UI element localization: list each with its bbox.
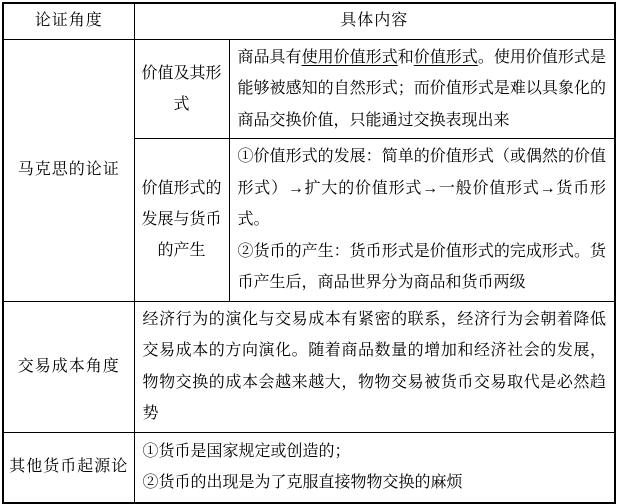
row-label-transaction-cost: 交易成本角度: [3, 301, 134, 432]
table-row-marx-sub1: [3, 39, 615, 139]
table-row-transaction-cost: [3, 301, 615, 432]
content-value-and-form: [229, 39, 615, 139]
sub-label-value-form-development: 价值形式的发展与货币的产生: [134, 139, 229, 302]
header-cell-argument-angle: 论证角度: [3, 3, 134, 39]
money-origin-argument-table: [2, 2, 616, 504]
numbered-item-1: ①价值形式的发展：简单的价值形式（或偶然的价值形式）→扩大的价值形式→一般价值形式→货币形式。: [237, 148, 606, 228]
underlined-term-use-value-form: 使用价值形式: [301, 48, 398, 66]
content-other-money-origin: [134, 432, 615, 503]
table-row-other-origin: [3, 432, 615, 503]
table-header-row: [3, 3, 615, 39]
header-cell-specific-content: 具体内容: [134, 3, 615, 39]
numbered-item-2: ②货币的产生：货币形式是价值形式的完成形式。货币产生后，商品世界分为商品和货币两级: [237, 242, 606, 291]
content-text-segment: 商品具有: [237, 48, 302, 66]
content-transaction-cost: 经济行为的演化与交易成本有紧密的联系，经济行为会朝着降低交易成本的方向演化。随着商品数量的增加和经济社会的发展，物物交换的成本会越来越大，物物交易被货币交易取代是必然趋势: [134, 301, 615, 432]
content-text-segment: 。使用价值形式是能够被感知的自然形式；而价值形式是难以具象化的商品交换价值，只能通过交换表现出来: [237, 48, 606, 129]
sub-label-value-and-form: 价值及其形式: [134, 39, 229, 139]
content-text-segment: 和: [397, 48, 414, 66]
row-label-marx-argument: 马克思的论证: [3, 39, 134, 301]
numbered-item-2: ②货币的出现是为了克服直接物物交换的麻烦: [142, 474, 463, 492]
numbered-item-1: ①货币是国家规定或创造的；: [142, 442, 351, 460]
document-page: [0, 2, 618, 492]
row-label-other-money-origin: 其他货币起源论: [3, 432, 134, 503]
content-value-form-development: [229, 139, 615, 302]
underlined-term-value-form: 价值形式: [413, 48, 478, 66]
